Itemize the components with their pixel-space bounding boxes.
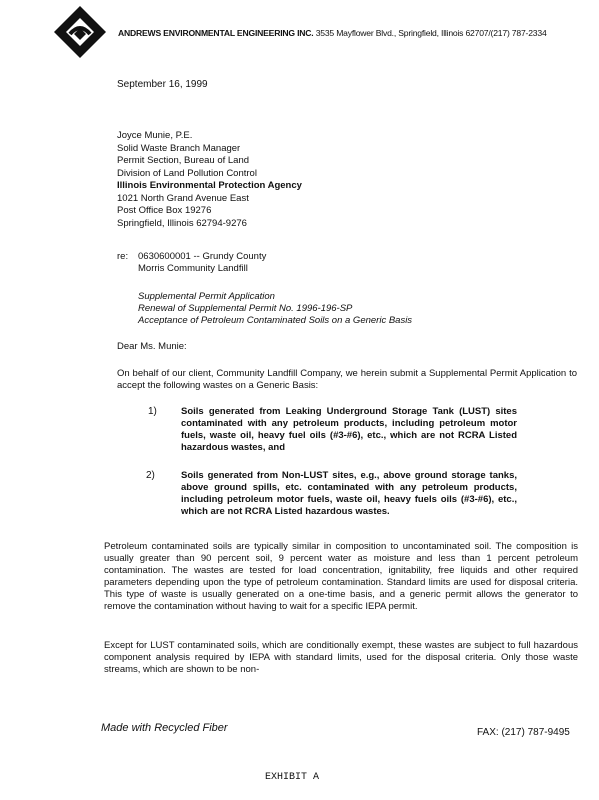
body-paragraph: Petroleum contaminated soils are typically similar in composition to uncontaminated soil. The composition is usually greater than 90 percent soil, 9 percent water as moisture and less than 1 percent petroleum contamination. The wastes are tested for load concentration, ignitability, free liquids and other required parameters depending upon the type of petroleum contamination. Standard limits are used for disposal criteria. This type of waste is usually generated on a one-time basis, and a generic permit allows the generator to remove the contamination without having to wait for a specific IEPA permit. bbox=[104, 541, 578, 612]
salutation: Dear Ms. Munie: bbox=[117, 341, 187, 352]
re-label: re: bbox=[117, 251, 129, 262]
footer-recycled-note: Made with Recycled Fiber bbox=[101, 722, 228, 734]
re-site-id: 0630600001 -- Grundy County bbox=[138, 251, 267, 262]
list-item-number: 1) bbox=[148, 406, 157, 417]
letter-date: September 16, 1999 bbox=[117, 79, 208, 90]
re-reference bbox=[138, 251, 266, 275]
subject-block bbox=[138, 291, 412, 327]
body-paragraph: Except for LUST contaminated soils, which are conditionally exempt, these wastes are subject to full hazardous component analysis required by IEPA with standard limits, used for the disposal criteria. Only those waste streams, which are shown to be non- bbox=[104, 640, 578, 675]
subject-line: Renewal of Supplemental Permit No. 1996-196-SP bbox=[138, 303, 353, 314]
recipient-po-box: Post Office Box 19276 bbox=[117, 205, 212, 216]
recipient-name: Joyce Munie, P.E. bbox=[117, 130, 193, 141]
footer-fax: FAX: (217) 787-9495 bbox=[477, 727, 570, 738]
recipient-street: 1021 North Grand Avenue East bbox=[117, 192, 249, 204]
letterhead bbox=[118, 28, 588, 38]
re-site-name: Morris Community Landfill bbox=[138, 263, 248, 274]
subject-line: Acceptance of Petroleum Contaminated Soils on a Generic Basis bbox=[138, 315, 413, 326]
body-paragraph: On behalf of our client, Community Landfill Company, we herein submit a Supplemental Permit Application to accept the following wastes on a Generic Basis: bbox=[117, 368, 577, 391]
recipient-division: Division of Land Pollution Control bbox=[117, 167, 257, 179]
recipient-section: Permit Section, Bureau of Land bbox=[117, 155, 250, 166]
list-item-number: 2) bbox=[146, 470, 155, 481]
subject-line: Supplemental Permit Application bbox=[138, 291, 275, 302]
company-name: ANDREWS ENVIRONMENTAL ENGINEERING INC. bbox=[118, 28, 314, 38]
recipient-address bbox=[117, 130, 302, 230]
recipient-city: Springfield, Illinois 62794-9276 bbox=[117, 217, 247, 229]
company-address: 3535 Mayflower Blvd., Springfield, Illinois 62707/(217) 787-2334 bbox=[315, 28, 547, 38]
recipient-title: Solid Waste Branch Manager bbox=[117, 142, 241, 154]
exhibit-label: EXHIBIT A bbox=[265, 772, 320, 783]
andrews-logo-icon bbox=[52, 4, 108, 60]
list-item-text: Soils generated from Leaking Underground Storage Tank (LUST) sites contaminated with any petroleum products, including petroleum motor fuels, waste oil, heavy fuel oils (#3-#6), etc., which are not RCRA Listed hazardous wastes, and bbox=[181, 406, 517, 453]
recipient-agency: Illinois Environmental Protection Agency bbox=[117, 180, 302, 191]
list-item-text: Soils generated from Non-LUST sites, e.g., above ground storage tanks, above ground spills, etc. contaminated with any petroleum products, including petroleum motor fuels, waste oil, heavy fuels oils (#3-#6), etc., which are not RCRA Listed hazardous wastes. bbox=[181, 470, 517, 517]
